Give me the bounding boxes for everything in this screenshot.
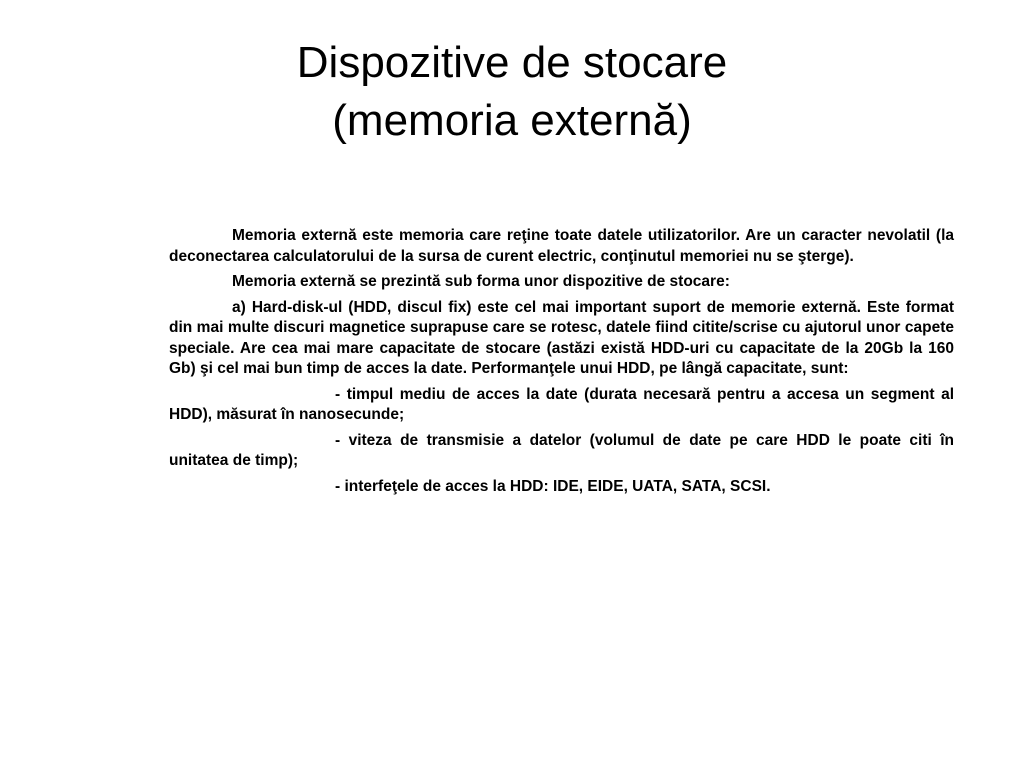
bullet-interfaces: - interfeţele de acces la HDD: IDE, EIDE, UATA, SATA, SCSI.	[335, 477, 771, 495]
slide-title	[112, 34, 912, 150]
paragraph-hard-disk: a) Hard-disk-ul (HDD, discul fix) este cel mai important suport de memorie externă. Este format din mai multe discuri magnetice suprapuse care se rotesc, datele fiind citite/scrise cu ajutorul unor capete speciale. Are cea mai mare capacitate de stocare (astăzi există HDD-uri cu capacitate de la 20Gb la 160 Gb) şi cel mai bun timp de acces la date. Performanţele unui HDD, pe lângă capacitate, sunt:	[169, 298, 954, 377]
title-line-2: (memoria externă)	[332, 96, 692, 145]
bullet-access-time: - timpul mediu de acces la date (durata necesară pentru a accesa un segment al HDD), măsurat în nanosecunde;	[169, 385, 954, 423]
bullet-transfer-speed: - viteza de transmisie a datelor (volumul de date pe care HDD le poate citi în unitatea de timp);	[169, 431, 954, 469]
paragraph-forms: Memoria externă se prezintă sub forma unor dispozitive de stocare:	[232, 273, 730, 290]
slide-body	[169, 226, 954, 502]
paragraph-intro: Memoria externă este memoria care reţine toate datele utilizatorilor. Are un caracter nevolatil (la deconectarea calculatorului de la sursa de curent electric, conţinutul memoriei nu se şterge).	[169, 227, 954, 265]
title-line-1: Dispozitive de stocare	[296, 38, 728, 87]
